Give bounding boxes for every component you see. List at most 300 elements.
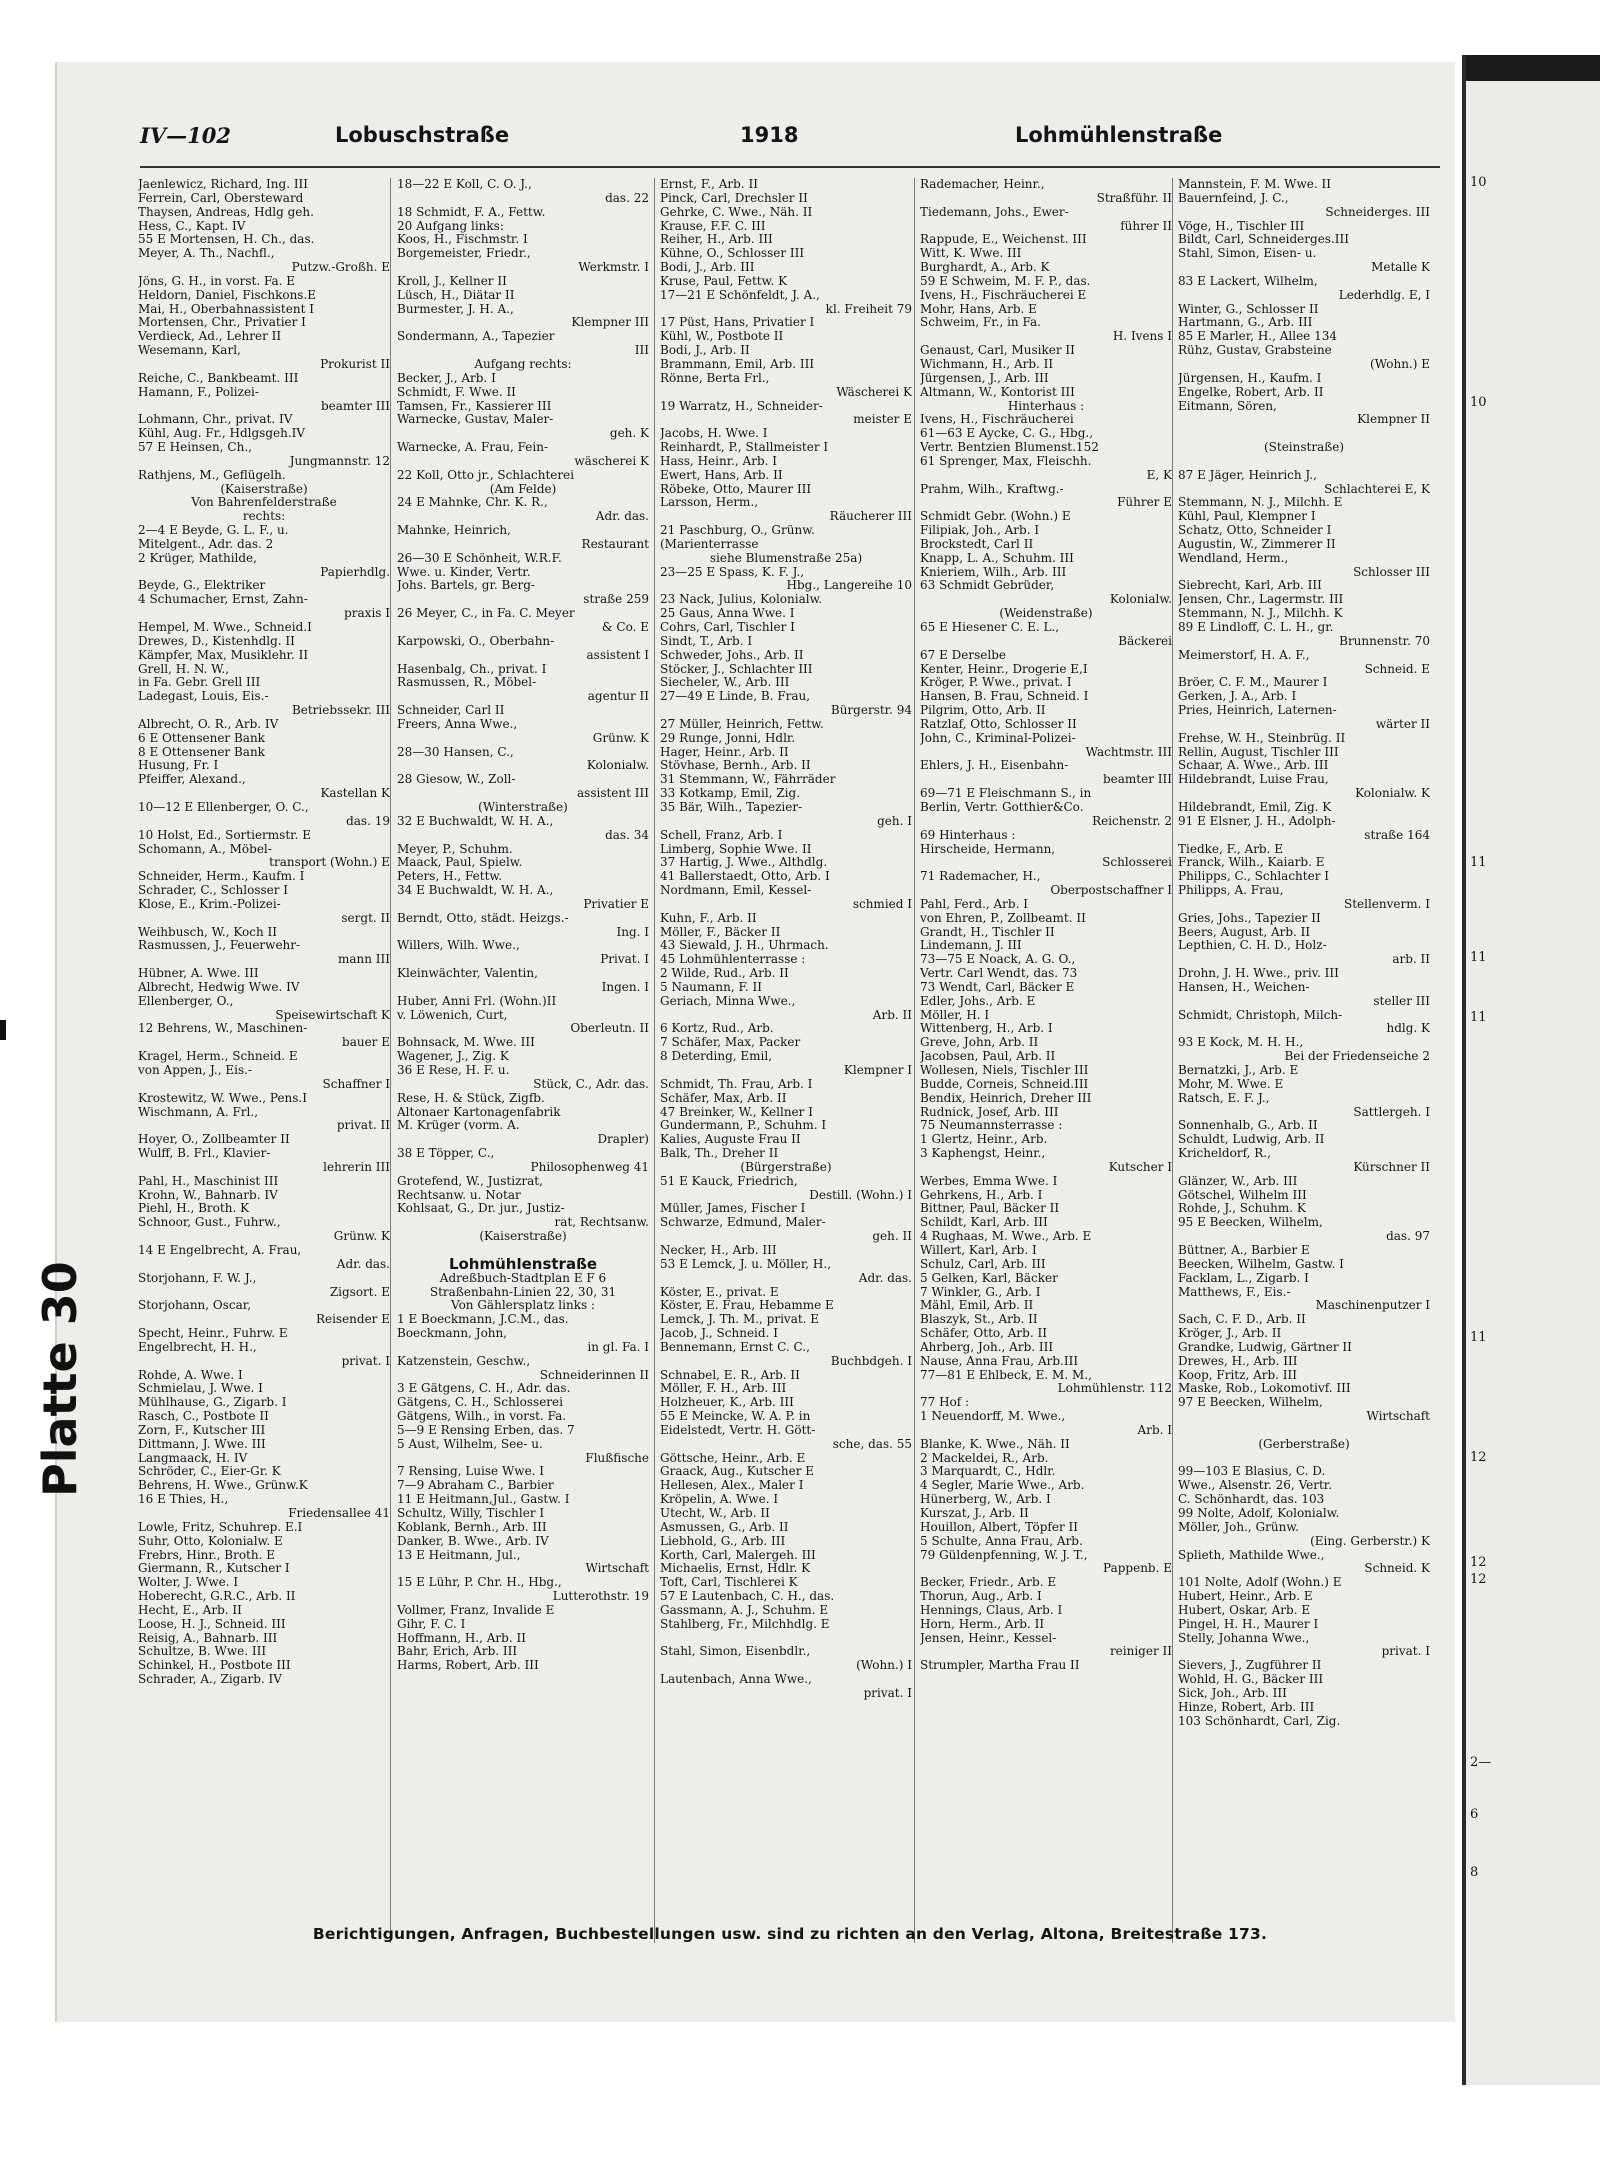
directory-entry-line: 87 E Jäger, Heinrich J., xyxy=(1178,468,1317,482)
directory-entry-line: Grünw. K xyxy=(592,731,649,745)
directory-entry-line: 28 Giesow, W., Zoll- xyxy=(397,773,516,787)
directory-entry-line: Sach, C. F. D., Arb. II xyxy=(1178,1313,1306,1327)
directory-entry-line: (Kaiserstraße) xyxy=(479,1230,567,1244)
directory-entry-line: Bodi, J., Arb. II xyxy=(660,344,750,358)
directory-entry-line: 31 Stemmann, W., Fährräder xyxy=(660,773,836,787)
directory-entry-line: Drewes, D., Kistenhdlg. II xyxy=(138,634,295,648)
street-left-title: Lobuschstraße xyxy=(335,123,510,147)
directory-entry-line: Siebrecht, Karl, Arb. III xyxy=(1178,579,1322,593)
directory-entry-line: führer II xyxy=(1120,219,1172,233)
directory-entry-line: 85 E Marler, H., Allee 134 xyxy=(1178,330,1337,344)
directory-entry-line: Limberg, Sophie Wwe. II xyxy=(660,842,812,856)
directory-entry-line: Frehse, W. H., Steinbrüg. II xyxy=(1178,731,1346,745)
directory-entry-line: 35 Bär, Wilh., Tapezier- xyxy=(660,800,803,814)
directory-entry-line: (Gerberstraße) xyxy=(1258,1437,1350,1451)
directory-entry-line: Kröger, P. Wwe., privat. I xyxy=(920,676,1072,690)
column-divider xyxy=(1172,178,1173,1943)
directory-entry-line: Restaurant xyxy=(581,537,649,551)
adjacent-page-number: 10 xyxy=(1470,175,1487,190)
directory-entry-line: Von Gählersplatz links : xyxy=(451,1299,595,1313)
directory-entry-line: straße 164 xyxy=(1364,828,1430,842)
directory-entry-line: Kruse, Paul, Fettw. K xyxy=(660,274,788,288)
directory-entry-line: Altonaer Kartonagenfabrik xyxy=(397,1105,561,1119)
directory-entry-line: Thorun, Aug., Arb. I xyxy=(920,1590,1042,1604)
directory-entry-line xyxy=(397,1244,649,1258)
directory-entry-line: Schneid. E xyxy=(1364,662,1430,676)
directory-entry-line: 10 Holst, Ed., Sortiermstr. E xyxy=(138,828,311,842)
directory-entry-line: Schnabel, E. R., Arb. II xyxy=(660,1368,800,1382)
directory-entry-line: Adr. das. xyxy=(858,1271,912,1285)
directory-entry-line: Becker, J., Arb. I xyxy=(397,371,496,385)
directory-entry-line: Mühlhause, G., Zigarb. I xyxy=(138,1396,287,1410)
directory-entry-line: Ing. I xyxy=(616,925,649,939)
directory-entry-line: Schlachterei E, K xyxy=(1324,482,1430,496)
directory-entry-line: Mohr, Hans, Arb. E xyxy=(920,302,1037,316)
directory-entry-line: Schulz, Carl, Arb. III xyxy=(920,1257,1046,1271)
adjacent-page-strip xyxy=(1462,55,1600,2085)
directory-entry-line: 28—30 Hansen, C., xyxy=(397,745,514,759)
directory-entry-line: Vertr. Carl Wendt, das. 73 xyxy=(920,967,1078,981)
directory-entry-line: 19 Warratz, H., Schneider- xyxy=(660,399,823,413)
directory-entry-line: 7 Winkler, G., Arb. I xyxy=(920,1285,1041,1299)
directory-entry-line: 2 Krüger, Mathilde, xyxy=(138,551,257,565)
directory-entry-line: Beers, August, Arb. II xyxy=(1178,925,1311,939)
directory-entry-line: Gehrke, C. Wwe., Näh. II xyxy=(660,205,813,219)
directory-entry-line: beamter III xyxy=(320,399,390,413)
directory-entry-line: Becker, Friedr., Arb. E xyxy=(920,1576,1057,1590)
directory-entry-line: Sonnenhalb, G., Arb. II xyxy=(1178,1119,1318,1133)
directory-entry-line: E, K xyxy=(1146,468,1172,482)
column-divider xyxy=(390,178,391,1943)
directory-entry-line: Metalle K xyxy=(1371,261,1430,275)
directory-entry-line: 4 Segler, Marie Wwe., Arb. xyxy=(920,1479,1085,1493)
directory-entry-line: Johs. Bartels, gr. Berg- xyxy=(397,579,535,593)
directory-entry-line: sergt. II xyxy=(341,911,390,925)
directory-entry-line: Mai, H., Oberbahnassistent I xyxy=(138,302,314,316)
directory-entry-line: Kürschner II xyxy=(1353,1160,1430,1174)
directory-entry-line: Schmielau, J. Wwe. I xyxy=(138,1382,263,1396)
directory-entry-line: Reiche, C., Bankbeamt. III xyxy=(138,371,299,385)
directory-entry-line: Bäckerei xyxy=(1118,634,1172,648)
directory-entry-line: Pahl, Ferd., Arb. I xyxy=(920,897,1028,911)
directory-entry-line: Asmussen, G., Arb. II xyxy=(660,1520,789,1534)
directory-entry-line: Wohld, H. G., Bäcker III xyxy=(1178,1673,1324,1687)
directory-entry-line: Brockstedt, Carl II xyxy=(920,537,1034,551)
directory-entry-line: Gätgens, C. H., Schlosserei xyxy=(397,1396,563,1410)
directory-entry-line: Grandt, H., Tischler II xyxy=(920,925,1055,939)
directory-entry-line: Hecht, E., Arb. II xyxy=(138,1603,242,1617)
directory-entry-line: Buchbdgeh. I xyxy=(830,1354,912,1368)
directory-entry-line: 53 E Lemck, J. u. Möller, H., xyxy=(660,1257,832,1271)
directory-entry-line: Husung, Fr. I xyxy=(138,759,219,773)
directory-entry-line: Schrader, C., Schlosser I xyxy=(138,884,289,898)
directory-entry-line: Kröpelin, A. Wwe. I xyxy=(660,1493,779,1507)
directory-entry-line: Mahnke, Heinrich, xyxy=(397,524,511,538)
directory-entry-line: Kohlsaat, G., Dr. jur., Justiz- xyxy=(397,1202,565,1216)
directory-entry-line: Kämpfer, Max, Musiklehr. II xyxy=(138,648,309,662)
directory-entry-line: (Wohn.) E xyxy=(1370,357,1430,371)
directory-entry-line: 6 Kortz, Rud., Arb. xyxy=(660,1022,774,1036)
column-divider xyxy=(654,178,655,1943)
directory-entry-line: Vollmer, Franz, Invalide E xyxy=(397,1603,555,1617)
directory-entry-line: Tamsen, Fr., Kassierer III xyxy=(397,399,552,413)
directory-entry-line: (Kaiserstraße) xyxy=(220,482,308,496)
directory-entry-line: Lohmühlenstr. 112 xyxy=(1057,1382,1172,1396)
directory-entry-line: Schäfer, Max, Arb. II xyxy=(660,1091,787,1105)
directory-entry-line: geh. II xyxy=(872,1230,912,1244)
directory-entry-line: Mohr, M. Wwe. E xyxy=(1178,1077,1284,1091)
directory-entry-line: Ivens, H., Fischräucherei E xyxy=(920,288,1087,302)
directory-entry-line: 24 E Mahnke, Chr. K. R., xyxy=(397,496,548,510)
directory-entry-line: Stelly, Johanna Wwe., xyxy=(1178,1631,1310,1645)
directory-entry-line: Edler, Johs., Arb. E xyxy=(920,994,1036,1008)
directory-entry-line: 7 Schäfer, Max, Packer xyxy=(660,1036,801,1050)
directory-entry-line: das. 19 xyxy=(346,814,390,828)
directory-entry-line: Arb. II xyxy=(872,1008,912,1022)
directory-entry-line: 61—63 E Aycke, C. G., Hbg., xyxy=(920,427,1094,441)
directory-entry-line: Rohde, J., Schuhm. K xyxy=(1178,1202,1306,1216)
directory-entry-line: Klempner III xyxy=(571,316,649,330)
directory-entry-line: Kolonialw. K xyxy=(1355,787,1430,801)
directory-entry-line: Bittner, Paul, Bäcker II xyxy=(920,1202,1060,1216)
directory-entry-line: Mähl, Emil, Arb. II xyxy=(920,1299,1034,1313)
directory-entry-line: Jacobs, H. Wwe. I xyxy=(660,427,768,441)
directory-entry-line: Burghardt, A., Arb. K xyxy=(920,261,1050,275)
directory-entry-line: Verdieck, Ad., Lehrer II xyxy=(138,330,282,344)
directory-entry-line: Hansen, B. Frau, Schneid. I xyxy=(920,690,1089,704)
directory-entry-line: 41 Ballerstaedt, Otto, Arb. I xyxy=(660,870,830,884)
directory-entry-line: Ahrberg, Joh., Arb. III xyxy=(920,1340,1054,1354)
directory-entry-line: Houillon, Albert, Töpfer II xyxy=(920,1520,1079,1534)
directory-entry-line: 17 Püst, Hans, Privatier I xyxy=(660,316,815,330)
directory-entry-line: Reichenstr. 2 xyxy=(1092,814,1172,828)
directory-entry-line: Kricheldorf, R., xyxy=(1178,1147,1271,1161)
directory-entry-line: Rappude, E., Weichenst. III xyxy=(920,233,1087,247)
directory-entry-line: Putzw.-Großh. E xyxy=(291,261,390,275)
directory-entry-line: 8 Deterding, Emil, xyxy=(660,1050,773,1064)
directory-entry-line: Ferrein, Carl, Obersteward xyxy=(138,191,304,205)
directory-entry-line: Hellesen, Alex., Maler I xyxy=(660,1479,804,1493)
directory-entry-line: Koos, H., Fischmstr. I xyxy=(397,233,528,247)
directory-entry-line: Krostewitz, W. Wwe., Pens.I xyxy=(138,1091,307,1105)
directory-entry-line: kl. Freiheit 79 xyxy=(825,302,912,316)
directory-entry-line: Wwe. u. Kinder, Vertr. xyxy=(397,565,531,579)
spine-mark xyxy=(0,1020,6,1040)
directory-entry-line: Lüsch, H., Diätar II xyxy=(397,288,515,302)
page-number: IV—102 xyxy=(140,123,231,148)
directory-entry-line: Adr. das. xyxy=(336,1257,390,1271)
directory-entry-line: Reiher, H., Arb. III xyxy=(660,233,773,247)
directory-entry-line: sche, das. 55 xyxy=(832,1437,912,1451)
directory-entry-line: 5 Aust, Wilhelm, See- u. xyxy=(397,1437,543,1451)
directory-entry-line: 23 Nack, Julius, Kolonialw. xyxy=(660,593,823,607)
directory-entry-line: Strumpler, Martha Frau II xyxy=(920,1659,1080,1673)
directory-column-4 xyxy=(920,178,1172,1673)
directory-entry-line: Jensen, Chr., Lagermstr. III xyxy=(1178,593,1344,607)
directory-entry-line: 73—75 E Noack, A. G. O., xyxy=(920,953,1076,967)
directory-entry-line: Genaust, Carl, Musiker II xyxy=(920,344,1075,358)
directory-entry-line: Ivens, H., Fischräucherei xyxy=(920,413,1074,427)
directory-entry-line: Bendix, Heinrich, Dreher III xyxy=(920,1091,1092,1105)
directory-entry-line: Augustin, W., Zimmerer II xyxy=(1178,537,1336,551)
directory-entry-line: Meyer, A. Th., Nachfl., xyxy=(138,247,275,261)
directory-entry-line: 69 Hinterhaus : xyxy=(920,828,1016,842)
directory-entry-line: Hildebrandt, Emil, Zig. K xyxy=(1178,800,1332,814)
directory-entry-line: Filipiak, Joh., Arb. I xyxy=(920,524,1040,538)
directory-entry-line: Schneiderinnen II xyxy=(539,1368,649,1382)
adjacent-page-number: 12 xyxy=(1470,1572,1487,1587)
directory-entry-line: Larsson, Herm., xyxy=(660,496,759,510)
directory-entry-line: 47 Breinker, W., Kellner I xyxy=(660,1105,813,1119)
directory-entry-line: Kastellan K xyxy=(320,787,390,801)
directory-entry-line: privat. I xyxy=(863,1686,912,1700)
directory-entry-line: 27—49 E Linde, B. Frau, xyxy=(660,690,811,704)
directory-entry-line: Graack, Aug., Kutscher E xyxy=(660,1465,815,1479)
directory-entry-line: Karpowski, O., Oberbahn- xyxy=(397,634,555,648)
directory-entry-line: siehe Blumenstraße 25a) xyxy=(709,551,863,565)
directory-entry-line: 6 E Ottensener Bank xyxy=(138,731,265,745)
directory-entry-line: geh. K xyxy=(609,427,649,441)
directory-entry-line: Jacob, J., Schneid. I xyxy=(660,1327,778,1341)
directory-entry-line: Lautenbach, Anna Wwe., xyxy=(660,1673,812,1687)
directory-entry-line: Schrader, A., Zigarb. IV xyxy=(138,1673,282,1687)
directory-entry-line: Schneid. K xyxy=(1364,1562,1430,1576)
directory-entry-line: Rönne, Berta Frl., xyxy=(660,371,770,385)
directory-entry-line: Schneider, Carl II xyxy=(397,704,505,718)
directory-entry-line: 57 E Lautenbach, C. H., das. xyxy=(660,1590,835,1604)
directory-entry-line: Burmester, J. H. A., xyxy=(397,302,514,316)
directory-entry-line: 12 Behrens, W., Maschinen- xyxy=(138,1022,308,1036)
directory-entry-line: privat. I xyxy=(1381,1645,1430,1659)
directory-entry-line: Philipps, C., Schlachter I xyxy=(1178,870,1329,884)
directory-entry-line: 59 E Schweim, M. F. P., das. xyxy=(920,274,1091,288)
directory-entry-line: (Wohn.) I xyxy=(856,1659,912,1673)
directory-entry-line: 5 Naumann, F. II xyxy=(660,980,763,994)
directory-entry-line: Schmidt, Th. Frau, Arb. I xyxy=(660,1077,813,1091)
directory-entry-line: 1 Glertz, Heinr., Arb. xyxy=(920,1133,1048,1147)
directory-entry-line: Büttner, A., Barbier E xyxy=(1178,1243,1310,1257)
directory-entry-line: Schell, Franz, Arb. I xyxy=(660,828,783,842)
directory-column-1 xyxy=(138,178,390,1687)
directory-entry-line: privat. II xyxy=(336,1119,390,1133)
directory-entry-line: 97 E Beecken, Wilhelm, xyxy=(1178,1396,1323,1410)
directory-entry-line: Berlin, Vertr. Gotthier&Co. xyxy=(920,800,1084,814)
directory-entry-line: Eidelstedt, Vertr. H. Gött- xyxy=(660,1423,816,1437)
directory-entry-line: Möller, F., Bäcker II xyxy=(660,925,781,939)
directory-entry-line: Wagener, J., Zig. K xyxy=(397,1050,509,1064)
directory-entry-line: 71 Rademacher, H., xyxy=(920,870,1041,884)
directory-entry-line: 65 E Hiesener C. E. L., xyxy=(920,621,1060,634)
directory-entry-line: Drapler) xyxy=(597,1133,649,1147)
directory-entry-line: Klempner I xyxy=(843,1064,912,1077)
directory-entry-line: Grell, H. N. W., xyxy=(138,662,230,676)
directory-entry-line: Hinterhaus : xyxy=(1007,399,1085,413)
directory-entry-line: Schomann, A., Möbel- xyxy=(138,842,272,856)
directory-column-5 xyxy=(1178,178,1430,1729)
directory-entry-line: Grotefend, W., Justizrat, xyxy=(397,1174,543,1188)
directory-entry-line: Bennemann, Ernst C. C., xyxy=(660,1340,810,1354)
directory-entry-line: Brammann, Emil, Arb. III xyxy=(660,357,815,371)
directory-entry-line: agentur II xyxy=(587,690,649,704)
adjacent-page-number: 2— xyxy=(1470,1755,1492,1770)
directory-entry-line: Hubert, Heinr., Arb. E xyxy=(1178,1590,1313,1604)
directory-entry-line: Willers, Wilh. Wwe., xyxy=(397,939,520,953)
directory-entry-line: 10—12 E Ellenberger, O. C., xyxy=(138,800,309,814)
directory-entry-line: Kolonialw. xyxy=(1109,593,1172,607)
directory-entry-line: Prokurist II xyxy=(320,357,390,371)
directory-entry-line: Bodi, J., Arb. III xyxy=(660,261,755,275)
directory-entry-line: Ladegast, Louis, Eis.- xyxy=(138,690,269,704)
directory-entry-line: Cohrs, Carl, Tischler I xyxy=(660,621,795,634)
directory-entry-line: 20 Aufgang links: xyxy=(397,219,504,233)
directory-entry-line: Zorn, F., Kutscher III xyxy=(138,1423,266,1437)
directory-entry-line: 83 E Lackert, Wilhelm, xyxy=(1178,274,1318,288)
directory-entry-line: 18 Schmidt, F. A., Fettw. xyxy=(397,205,546,219)
directory-entry-line: lehrerin III xyxy=(323,1160,390,1174)
directory-entry-line: Jöns, G. H., in vorst. Fa. E xyxy=(138,274,296,288)
directory-entry-line: Pfeiffer, Alexand., xyxy=(138,773,246,787)
directory-entry-line: Bauernfeind, J. C., xyxy=(1178,191,1289,205)
directory-entry-line: 32 E Buchwaldt, W. H. A., xyxy=(397,814,554,828)
directory-entry-line: Wesemann, Karl, xyxy=(138,344,241,358)
directory-entry-line: 3 E Gätgens, C. H., Adr. das. xyxy=(397,1382,571,1396)
directory-entry-line: Kutscher I xyxy=(1108,1160,1172,1174)
directory-entry-line: Jürgensen, J., Arb. III xyxy=(920,371,1049,385)
directory-entry-line: Danker, B. Wwe., Arb. IV xyxy=(397,1534,549,1548)
directory-entry-line: Blanke, K. Wwe., Näh. II xyxy=(920,1437,1070,1451)
column-divider xyxy=(914,178,915,1943)
directory-entry-line: Rese, H. & Stück, Zigfb. xyxy=(397,1091,545,1105)
directory-entry-line: Jürgensen, H., Kaufm. I xyxy=(1178,371,1322,385)
directory-entry-line: Necker, H., Arb. III xyxy=(660,1243,777,1257)
adjacent-page-top-bar xyxy=(1462,55,1600,81)
directory-entry-line: Langmaack, H. IV xyxy=(138,1451,248,1465)
directory-entry-line: Warnecke, A. Frau, Fein- xyxy=(397,441,548,455)
directory-entry-line: 89 E Lindloff, C. L. H., gr. xyxy=(1178,621,1334,634)
directory-entry-line: Gihr, F. C. I xyxy=(397,1617,466,1631)
page-header xyxy=(140,123,1440,157)
directory-entry-line: Wittenberg, H., Arb. I xyxy=(920,1022,1053,1036)
directory-entry-line: Gundermann, P., Schuhm. I xyxy=(660,1119,827,1133)
directory-entry-line: 95 E Beecken, Wilhelm, xyxy=(1178,1216,1323,1230)
directory-entry-line: 29 Runge, Jonni, Hdlr. xyxy=(660,731,796,745)
directory-entry-line: Bohnsack, M. Wwe. III xyxy=(397,1036,535,1050)
directory-entry-line: Eitmann, Sören, xyxy=(1178,399,1277,413)
directory-entry-line: Budde, Corneis, Schneid.III xyxy=(920,1077,1089,1091)
directory-entry-line: Arb. I xyxy=(1137,1423,1172,1437)
directory-entry-line: Drewes, H., Arb. III xyxy=(1178,1354,1298,1368)
directory-entry-line: John, C., Kriminal-Polizei- xyxy=(920,731,1076,745)
directory-entry-line: Ewert, Hans, Arb. II xyxy=(660,468,783,482)
directory-entry-line: 3 Kaphengst, Heinr., xyxy=(920,1147,1046,1161)
directory-entry-line: Knieriem, Wilh., Arb. III xyxy=(920,565,1067,579)
directory-entry-line: Sondermann, A., Tapezier xyxy=(397,330,555,344)
directory-entry-line: Tiedke, F., Arb. E xyxy=(1178,842,1283,856)
directory-entry-line: Bernatzki, J., Arb. E xyxy=(1178,1064,1299,1077)
directory-entry-line: Gehrkens, H., Arb. I xyxy=(920,1188,1043,1202)
directory-entry-line: Reisender E xyxy=(315,1313,390,1327)
directory-entry-line: schmied I xyxy=(852,897,912,911)
directory-entry-line: Sindt, T., Arb. I xyxy=(660,634,753,648)
directory-entry-line: Beecken, Wilhelm, Gastw. I xyxy=(1178,1257,1344,1271)
directory-entry-line: Köster, E., privat. E xyxy=(660,1285,779,1299)
directory-entry-line: 15 E Lühr, P. Chr. H., Hbg., xyxy=(397,1576,562,1590)
directory-entry-line: Krohn, W., Bahnarb. IV xyxy=(138,1188,278,1202)
directory-entry-line: Mitelgent., Adr. das. 2 xyxy=(138,537,274,551)
directory-entry-line: Schneiderges. III xyxy=(1325,205,1430,219)
directory-entry-line: Hoberecht, G.R.C., Arb. II xyxy=(138,1590,296,1604)
directory-entry-line: Meyer, P., Schuhm. xyxy=(397,842,513,856)
spine-label: Platte 30 xyxy=(33,1261,87,1497)
directory-entry-line: Kühne, O., Schlosser III xyxy=(660,247,805,261)
directory-entry-line: (Weidenstraße) xyxy=(999,607,1093,621)
directory-entry-line: Korth, Carl, Malergeh. III xyxy=(660,1548,816,1562)
directory-entry-line xyxy=(660,1632,912,1646)
directory-entry-line: Werbes, Emma Wwe. I xyxy=(920,1174,1058,1188)
directory-entry-line: Lepthien, C. H. D., Holz- xyxy=(1178,939,1327,953)
directory-column-2 xyxy=(397,178,649,1673)
directory-entry-line: Liebhold, G., Arb. III xyxy=(660,1534,786,1548)
directory-entry-line: Stellenverm. I xyxy=(1343,897,1430,911)
directory-entry-line: 27 Müller, Heinrich, Fettw. xyxy=(660,717,824,731)
directory-entry-line: Schröder, C., Eier-Gr. K xyxy=(138,1465,281,1479)
directory-entry-line: Schlosser III xyxy=(1353,565,1430,579)
directory-entry-line: 25 Gaus, Anna Wwe. I xyxy=(660,607,795,621)
directory-entry-line: 51 E Kauck, Friedrich, xyxy=(660,1174,798,1188)
directory-entry-line: bauer E xyxy=(342,1036,390,1050)
directory-entry-line: Stemmann, N. J., Milchh. E xyxy=(1178,496,1343,510)
directory-entry-line: Sattlergeh. I xyxy=(1353,1105,1430,1119)
directory-entry-line: Oberpostschaffner I xyxy=(1050,884,1172,898)
directory-entry-line: Ellenberger, O., xyxy=(138,994,234,1008)
directory-entry-line: 37 Hartig, J. Wwe., Althdlg. xyxy=(660,856,828,870)
directory-entry-line: Müller, James, Fischer I xyxy=(660,1202,806,1216)
directory-entry-line: 93 E Kock, M. H. H., xyxy=(1178,1036,1304,1050)
directory-entry-line: Koop, Fritz, Arb. III xyxy=(1178,1368,1298,1382)
directory-entry-line: Hamann, F., Polizei- xyxy=(138,385,259,399)
directory-entry-line: Ratsch, E. F. J., xyxy=(1178,1091,1270,1105)
directory-entry-line: Bildt, Carl, Schneiderges.III xyxy=(1178,233,1349,247)
directory-entry-line: 4 Schumacher, Ernst, Zahn- xyxy=(138,593,308,607)
directory-entry-line: Borgemeister, Friedr., xyxy=(397,247,531,261)
directory-entry-line: wärter II xyxy=(1375,717,1430,731)
adjacent-page-edge xyxy=(1462,55,1466,2085)
directory-entry-line: Bahr, Erich, Arb. III xyxy=(397,1645,518,1659)
directory-entry-line: Oberleutn. II xyxy=(570,1022,649,1036)
directory-entry-line: Kleinwächter, Valentin, xyxy=(397,967,538,981)
directory-column-3 xyxy=(660,178,912,1701)
directory-entry-line: beamter III xyxy=(1102,773,1172,787)
directory-entry-line: Jungmannstr. 12 xyxy=(289,454,390,468)
directory-entry-line: von Ehren, P., Zollbeamt. II xyxy=(920,911,1086,925)
directory-entry-line: Göttsche, Heinr., Arb. E xyxy=(660,1451,806,1465)
directory-entry-line: Stück, C., Adr. das. xyxy=(533,1077,649,1091)
directory-entry-line: Kuhn, F., Arb. II xyxy=(660,911,757,925)
directory-entry-line: Möller, Joh., Grünw. xyxy=(1178,1520,1299,1534)
adjacent-page-number: 11 xyxy=(1470,1010,1487,1025)
directory-entry-line: das. 34 xyxy=(605,828,649,842)
directory-entry-line: Albrecht, O. R., Arb. IV xyxy=(138,717,279,731)
directory-entry-line: Sievers, J., Zugführer II xyxy=(1178,1659,1322,1673)
directory-entry-line: 34 E Buchwaldt, W. H. A., xyxy=(397,884,554,898)
directory-entry-line: Lemck, J. Th. M., privat. E xyxy=(660,1313,820,1327)
directory-entry-line: 4 Rughaas, M. Wwe., Arb. E xyxy=(920,1230,1092,1244)
directory-entry-line: 18—22 E Koll, C. O. J., xyxy=(397,178,532,191)
directory-entry-line: Wollesen, Niels, Tischler III xyxy=(920,1064,1089,1077)
directory-entry-line: Siecheler, W., Arb. III xyxy=(660,676,790,690)
directory-entry-line: Bröer, C. F. M., Maurer I xyxy=(1178,676,1328,690)
header-rule xyxy=(140,166,1440,168)
